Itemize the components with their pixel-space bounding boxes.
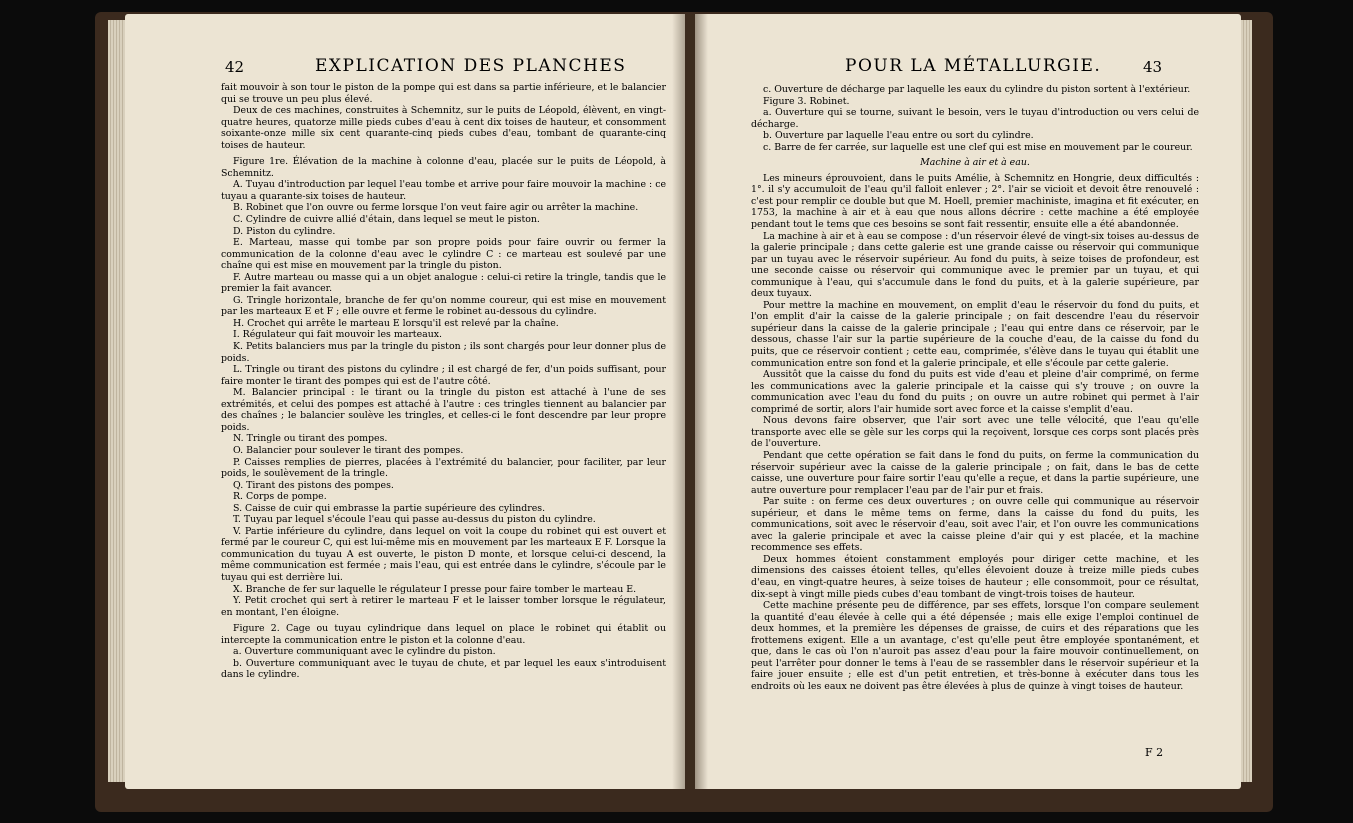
paragraph: T. Tuyau par lequel s'écoule l'eau qui passe au-dessus du piston du cylindre. <box>233 514 596 526</box>
paragraph: R. Corps de pompe. <box>233 491 327 503</box>
paragraph: b. Ouverture communiquant avec le tuyau de chute, et par lequel les eaux s'introduisent dans le cylindre. <box>221 657 666 681</box>
paragraph: F. Autre marteau ou masse qui a un objet analogue : celui-ci retire la tringle, tandis que le premier la fait avancer. <box>221 271 666 295</box>
paragraph: Pour mettre la machine en mouvement, on emplit d'eau le réservoir du fond du puits, et l'on emplit d'air la caisse de la galerie principale ; on fait descendre l'eau du réservoir supérieur dans la caisse de la galerie principale ; l'eau qui entre dans ce réservoir, par le dessous, chasse l'air sur la partie supérieure de la couche d'eau, de la caisse du fond du puits, que ce réservoir contient ; cette eau, comprimée, s'élève dans le tuyau qui établit une communication entre son fond et la galerie principale, et elle s'écoule par cette galerie. <box>751 299 1199 369</box>
paragraph: S. Caisse de cuir qui embrasse la partie supérieure des cylindres. <box>233 502 546 514</box>
paragraph: P. Caisses remplies de pierres, placées à l'extrémité du balancier, pour faciliter, par leur poids, le soulèvement de la tringle. <box>221 456 666 480</box>
paragraph: fait mouvoir à son tour le piston de la pompe qui est dans sa partie inférieure, et le balancier qui se trouve un peu plus élevé. <box>221 82 666 105</box>
paragraph: N. Tringle ou tirant des pompes. <box>233 433 388 445</box>
signature-mark: F 2 <box>1145 746 1164 759</box>
figure-caption: Figure 2. Cage ou tuyau cylindrique dans lequel on place le robinet qui établit ou intercepte la communication entre le piston et la colonne d'eau. <box>221 623 666 646</box>
right-page-text <box>695 14 1241 789</box>
left-running-head: EXPLICATION DES PLANCHES <box>315 56 627 76</box>
paragraph: Pendant que cette opération se fait dans le fond du puits, on ferme la communication du réservoir supérieur avec la caisse de la galerie principale ; on fait, dans le bas de cette caisse, une ouverture pour faire sortir l'eau qu'elle a reçue, et dans la partie supérieure, une autre ouverture pour remplacer l'eau par de l'air pur et frais. <box>751 449 1199 496</box>
paragraph: L. Tringle ou tirant des pistons du cylindre ; il est chargé de fer, d'un poids suffisant, pour faire monter le tirant des pompes qui est de l'autre côté. <box>221 364 666 387</box>
paragraph: D. Piston du cylindre. <box>233 225 336 237</box>
left-page-number: 42 <box>225 58 245 76</box>
paragraph: c. Barre de fer carrée, sur laquelle est une clef qui est mise en mouvement par le coureur. <box>763 141 1193 153</box>
paragraph: Deux hommes étoient constamment employés pour diriger cette machine, et les dimensions des caisses étoient telles, qu'elles élevoient douze à treize mille pieds cubes d'eau, en vingt-quatre heures, à seize toises de hauteur ; elle consommoit, pour ce résultat, dix-sept à vingt mille pieds cubes d'eau tombant de vingt-trois toises de hauteur. <box>751 553 1199 600</box>
paragraph: M. Balancier principal : le tirant ou la tringle du piston est attaché à l'une de ses extrémités, et celui des pompes est attaché à l'autre : ces tringles tiennent au balancier par des chaînes ; le balancier soulève les tringles, et celles-ci le font descendre par leur propre poids. <box>221 387 666 433</box>
paragraph: A. Tuyau d'introduction par lequel l'eau tombe et arrive pour faire mouvoir la machine : ce tuyau a quarante-six toises de hauteur. <box>221 179 666 202</box>
paragraph: Les mineurs éprouvoient, dans le puits Amélie, à Schemnitz en Hongrie, deux difficultés : 1°. il s'y accumuloit de l'eau qu'il falloit enlever ; 2°. l'air se vicioit et devoit être renouvelé : c'est pour remplir ce double but que M. Hoell, premier machiniste, imagina et fit exécuter, en 1753, la machine à air et à eau que nous allons décrire : cette machine a été employée pendant tout le tems que ces besoins se sont fait ressentir, ensuite elle a été abandonnée. <box>751 172 1199 231</box>
section-title: Machine à air et à eau. <box>920 157 1030 169</box>
paragraph: Deux de ces machines, construites à Schemnitz, sur le puits de Léopold, élèvent, en vingt-quatre heures, quatorze mille pieds cubes d'eau à cent dix toises de hauteur, et consomment soixante-onze mille six cent quarante-cinq pieds cubes d'eau, tombant de quarante-cinq toises de hauteur. <box>221 105 666 151</box>
paragraph: Nous devons faire observer, que l'air sort avec une telle vélocité, que l'eau qu'elle transporte avec elle se gèle sur les corps qui la reçoivent, lorsque ces corps sont placés près de l'ouverture. <box>751 415 1199 450</box>
right-page-body <box>751 84 1199 692</box>
left-page-text <box>125 14 685 789</box>
paragraph: La machine à air et à eau se compose : d'un réservoir élevé de vingt-six toises au-dessus de la galerie principale ; dans cette galerie est une grande caisse ou réservoir qui communique par un tuyau avec le réservoir supérieur. Au fond du puits, à seize toises de profondeur, est une seconde caisse ou réservoir qui communique avec le premier par un tuyau, et qui communique à l'eau, qui s'accumule dans le fond du puits, et à la galerie supérieure, par deux tuyaux. <box>751 230 1199 300</box>
paragraph: c. Ouverture de décharge par laquelle les eaux du cylindre du piston sortent à l'extérieur. <box>763 84 1191 95</box>
paragraph: Y. Petit crochet qui sert à retirer le marteau F et le laisser tomber lorsque le régulateur, en montant, l'en éloigne. <box>221 595 666 618</box>
paragraph: B. Robinet que l'on ouvre ou ferme lorsque l'on veut faire agir ou arrêter la machine. <box>233 202 639 214</box>
paragraph: O. Balancier pour soulever le tirant des pompes. <box>233 444 464 456</box>
paragraph: Par suite : on ferme ces deux ouvertures ; on ouvre celle qui communique au réservoir supérieur, et dans le même tems on ferme, dans la caisse du fond du puits, les communications, soit avec le réservoir d'eau, soit avec l'air, et l'on ouvre les communications avec la galerie principale et avec la caisse pleine d'air qui y est placée, et la machine recommence ses effets. <box>751 496 1199 554</box>
paragraph: I. Régulateur qui fait mouvoir les marteaux. <box>233 329 443 341</box>
left-page-body <box>221 82 666 681</box>
paragraph: Q. Tirant des pistons des pompes. <box>233 479 394 491</box>
figure-caption: Figure 1re. Élévation de la machine à colonne d'eau, placée sur le puits de Léopold, à Schemnitz. <box>221 156 666 179</box>
paragraph: b. Ouverture par laquelle l'eau entre ou sort du cylindre. <box>763 130 1034 142</box>
paragraph: X. Branche de fer sur laquelle le régulateur I presse pour faire tomber le marteau E. <box>233 583 637 595</box>
right-page-number: 43 <box>1143 58 1163 76</box>
paragraph: G. Tringle horizontale, branche de fer qu'on nomme coureur, qui est mise en mouvement par les marteaux E et F ; elle ouvre et ferme le robinet au-dessous du cylindre. <box>221 294 666 318</box>
paragraph: E. Marteau, masse qui tombe par son propre poids pour faire ouvrir ou fermer la communication de la colonne d'eau avec le cylindre C : ce marteau est soulevé par une chaîne qui est mise en mouvement par la tringle du piston. <box>221 237 666 272</box>
paragraph: V. Partie inférieure du cylindre, dans lequel on voit la coupe du robinet qui est ouvert et fermé par le coureur C, qui est lui-même mis en mouvement par les marteaux E F. Lorsque la communication du tuyau A est ouverte, le piston D monte, et lorsque celui-ci descend, la même communication est fermée ; mais l'eau, qui est entrée dans le cylindre, s'écoule par le tuyau qui est derrière lui. <box>221 525 666 583</box>
paragraph: C. Cylindre de cuivre allié d'étain, dans lequel se meut le piston. <box>233 214 540 226</box>
paragraph: a. Ouverture qui se tourne, suivant le besoin, vers le tuyau d'introduction ou vers celui de décharge. <box>751 107 1199 130</box>
paragraph: K. Petits balanciers mus par la tringle du piston ; ils sont chargés pour leur donner plus de poids. <box>221 341 666 364</box>
paragraph: a. Ouverture communiquant avec le cylindre du piston. <box>233 646 496 658</box>
figure-caption: Figure 3. Robinet. <box>763 95 850 107</box>
paragraph: Aussitôt que la caisse du fond du puits est vide d'eau et pleine d'air comprimé, on ferme les communications avec la galerie principale et la caisse qui s'y trouve ; on ouvre la communication avec l'eau du fond du puits ; on ouvre un autre robinet qui permet à l'air comprimé de sortir, alors l'air humide sort avec force et la caisse s'emplit d'eau. <box>751 369 1199 415</box>
right-running-head: POUR LA MÉTALLURGIE. <box>845 56 1102 76</box>
paragraph: Cette machine présente peu de différence, par ses effets, lorsque l'on compare seulement la quantité d'eau élevée à celle qui a été dépensée ; mais elle exige l'emploi continuel de deux hommes, et la première les dépenses de graisse, de cuirs et des réparations que les frottemens exigent. Elle a un avantage, c'est qu'elle peut être employée spontanément, et que, dans le cas où l'on n'auroit pas assez d'eau pour la faire mouvoir continuellement, on peut l'arrêter pour donner le tems à l'eau de se rassembler dans le réservoir supérieur et la faire jouer ensuite ; elle est d'un petit entretien, et très-bonne à exécuter dans tous les endroits où les eaux ne doivent pas être élevées à plus de quinze à vingt toises de hauteur. <box>751 600 1199 692</box>
paragraph: H. Crochet qui arrête le marteau E lorsqu'il est relevé par la chaîne. <box>233 317 559 329</box>
